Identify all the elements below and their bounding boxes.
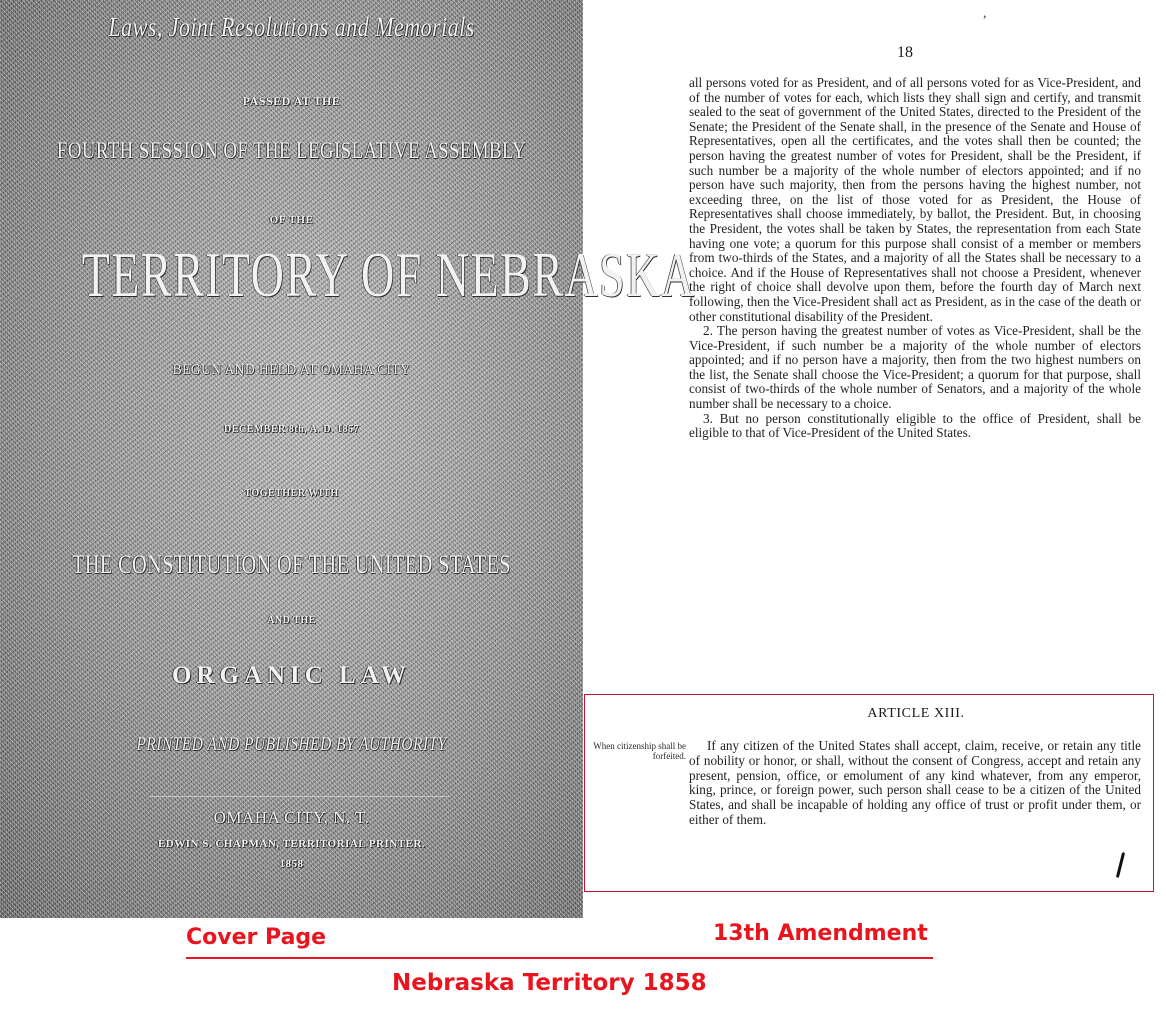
cover-and-the: AND THE xyxy=(267,615,316,626)
page-speck: , xyxy=(983,6,987,21)
paragraph-eligibility: 3. But no person constitutionally eligible to the office of President, shall be eligible to that of Vice-President of the United States. xyxy=(689,410,1141,441)
margin-side-note: When citizenship shall be forfeited. xyxy=(593,741,686,761)
cover-city: OMAHA CITY, N. T. xyxy=(213,808,370,827)
page-number: 18 xyxy=(897,44,913,61)
caption-13th-amendment: 13th Amendment xyxy=(713,921,928,946)
cover-passed-at: PASSED AT THE xyxy=(242,94,341,108)
paragraph-vice-president: 2. The person having the greatest number of votes as Vice-President, shall be the Vice-President, if such number be a majority of the whole number of electors appointed; and if no person have a majority, then from the two highest numbers on the list, the Senate shall choose the Vice-President; a quorum for that purpose, shall consist of two-thirds of the whole number of Senators, and a majority of the whole number shall be necessary to a choice. xyxy=(689,323,1141,412)
cover-printed: PRINTED AND PUBLISHED BY AUTHORITY xyxy=(136,734,447,755)
cover-divider xyxy=(150,796,450,797)
caption-title: Nebraska Territory 1858 xyxy=(392,970,707,996)
cover-territory: TERRITORY OF NEBRASKA xyxy=(81,239,696,310)
cover-year: 1858 xyxy=(279,858,304,870)
cover-session: FOURTH SESSION OF THE LEGISLATIVE ASSEMBLY xyxy=(56,138,527,163)
paragraph-electors: all persons voted for as President, and of all persons voted for as Vice-President, and of the number of votes for each, which lists they shall sign and certify, and transmit sealed to the seat of government of the United States, directed to the President of the Senate; the President of the Senate shall, in the presence of the Senate and House of Representatives, open all the certificates, and the votes shall then be counted; the person having the greatest number of votes for President, shall be the President, if such number be a majority of the whole number of electors appointed; and if no person have such majority, then from the persons having the highest number, not exceeding three, on the list of those voted for as President, the House of Representatives shall choose immediately, by ballot, the President. But, in choosing the President, the votes shall be taken by States, the representation from each State having one vote; a quorum for this purpose shall consist of a member or members from two-thirds of the States, and a majority of all the States shall be necessary to a choice. And if the House of Representatives shall not choose a President, whenever the right of choice shall devolve upon them, before the fourth day of March next following, then the Vice-President shall act as President, as in the case of the death or other constitutional disability of the President. xyxy=(689,75,1141,324)
cover-begun: BEGUN AND HELD AT OMAHA CITY xyxy=(172,362,411,378)
caption-cover-page: Cover Page xyxy=(186,925,327,950)
cover-together-with: TOGETHER WITH xyxy=(244,488,339,499)
amendment-text-block xyxy=(689,76,1141,441)
cover-constitution: THE CONSTITUTION OF THE UNITED STATES xyxy=(72,550,511,579)
cover-december: DECEMBER 8th, A. D. 1857 xyxy=(223,424,360,435)
cover-organic-law: ORGANIC LAW xyxy=(171,662,412,689)
article-xiii-text: If any citizen of the United States shall accept, claim, receive, or retain any title of nobility or honor, or shall, without the consent of Congress, accept and retain any present, pension, office, or emolument of any kind whatever, from any emperor, king, prince, or foreign power, such person shall cease to be a citizen of the United States, and shall be incapable of holding any office of trust or profit under them, or either of them. xyxy=(689,738,1141,827)
cover-laws-title: Laws, Joint Resolutions and Memorials xyxy=(108,12,475,42)
cover-of: OF THE xyxy=(269,214,314,226)
caption-underline xyxy=(186,957,933,959)
article-heading: ARTICLE XIII. xyxy=(867,706,965,721)
cover-printer: EDWIN S. CHAPMAN, TERRITORIAL PRINTER. xyxy=(157,838,426,850)
